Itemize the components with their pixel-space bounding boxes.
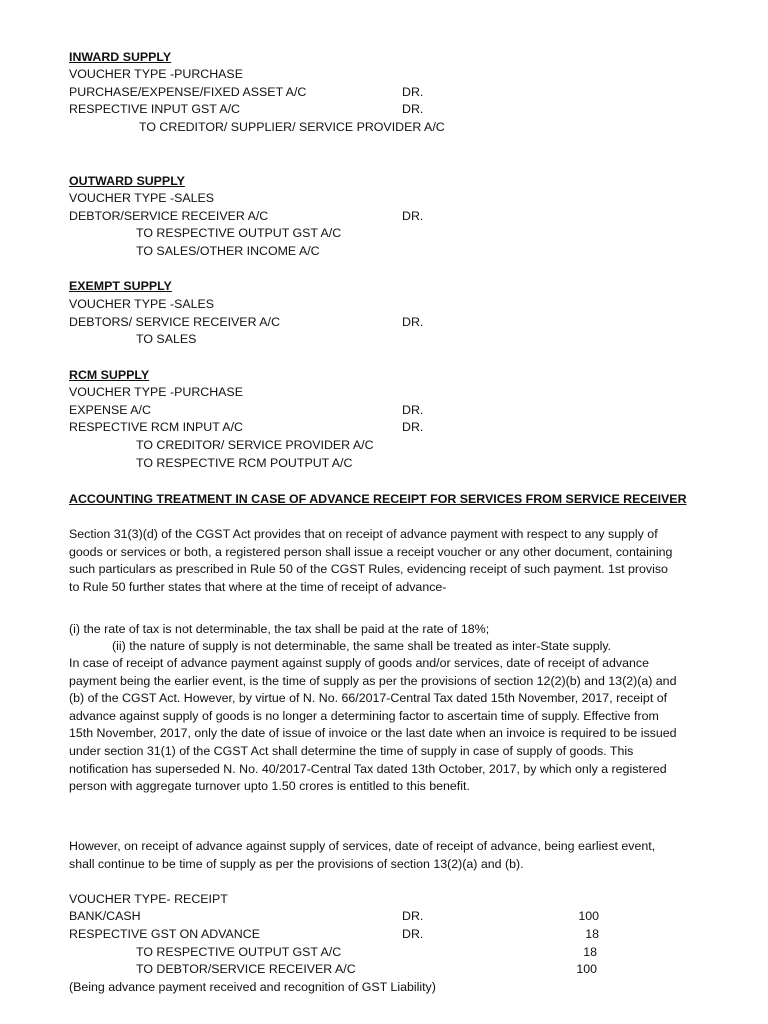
receipt-line4: TO DEBTOR/SERVICE RECEIVER A/C [136,962,356,976]
exempt-line1: DEBTORS/ SERVICE RECEIVER A/C [69,315,280,329]
receipt-line1-amount: 100 [578,909,599,923]
rcm-line2-dr: DR. [402,420,424,434]
inward-entry-row-1 [69,84,469,101]
outward-line3: TO SALES/OTHER INCOME A/C [136,244,320,258]
inward-line1: PURCHASE/EXPENSE/FIXED ASSET A/C [69,85,307,99]
receipt-entry-row-3 [136,944,597,961]
outward-line1: DEBTOR/SERVICE RECEIVER A/C [69,209,269,223]
rcm-line4: TO RESPECTIVE RCM POUTPUT A/C [136,456,353,470]
outward-line1-dr: DR. [402,209,424,223]
receipt-line1-dr: DR. [402,909,424,923]
inward-line1-dr: DR. [402,85,424,99]
receipt-line2-dr: DR. [402,927,424,941]
rcm-line1-dr: DR. [402,403,424,417]
rcm-line1: EXPENSE A/C [69,403,151,417]
inward-entry-row-2 [69,101,469,118]
receipt-voucher-type: VOUCHER TYPE- RECEIPT [69,892,228,906]
outward-voucher-type: VOUCHER TYPE -SALES [69,191,215,205]
receipt-line2-amount: 18 [585,927,599,941]
outward-line2: TO RESPECTIVE OUTPUT GST A/C [136,226,342,240]
rcm-voucher-type: VOUCHER TYPE -PURCHASE [69,385,243,399]
outward-heading: OUTWARD SUPPLY [69,174,185,188]
exempt-voucher-type: VOUCHER TYPE -SALES [69,297,215,311]
inward-voucher-type: VOUCHER TYPE -PURCHASE [69,67,243,81]
receipt-line2: RESPECTIVE GST ON ADVANCE [69,927,260,941]
inward-line3: TO CREDITOR/ SUPPLIER/ SERVICE PROVIDER A/C [139,120,445,134]
receipt-entry-row-4 [136,961,597,978]
exempt-heading: EXEMPT SUPPLY [69,279,172,293]
rcm-line3: TO CREDITOR/ SERVICE PROVIDER A/C [136,438,374,452]
receipt-line3: TO RESPECTIVE OUTPUT GST A/C [136,945,342,959]
outward-entry-row-1 [69,208,469,225]
rcm-line2: RESPECTIVE RCM INPUT A/C [69,420,243,434]
receipt-line3-amount: 18 [583,945,597,959]
advance-paragraph-2: In case of receipt of advance payment against supply of goods and/or services, date of receipt of advance payment being the earlier event, is the time of supply as per the provisions of section 12(2)(b) and 13(2)(a) and (b) of the CGST Act. However, by virtue of N. No. 66/2017-Central Tax dated 15th November, 2017, receipt of advance against supply of goods is no longer a determining factor to ascertain time of supply. Effective from 15th November, 2017, only the date of issue of invoice or the last date when an invoice is required to be issued under section 31(1) of the CGST Act shall determine the time of supply in case of supply of goods. This notification has superseded N. No. 40/2017-Central Tax dated 13th October, 2017, by which only a registered person with aggregate turnover upto 1.50 crores is entitled to this benefit. [69,656,677,794]
advance-heading: ACCOUNTING TREATMENT IN CASE OF ADVANCE RECEIPT FOR SERVICES FROM SERVICE RECEIVER [69,492,687,506]
inward-line2-dr: DR. [402,102,424,116]
rcm-entry-row-1 [69,402,469,419]
receipt-narration: (Being advance payment received and recognition of GST Liability) [69,980,436,994]
advance-item-1: (i) the rate of tax is not determinable, the tax shall be paid at the rate of 18%; [69,622,490,636]
advance-paragraph-1: Section 31(3)(d) of the CGST Act provides that on receipt of advance payment with respect to any supply of goods or services or both, a registered person shall issue a receipt voucher or any other document, containing such particulars as prescribed in Rule 50 of the CGST Rules, evidencing receipt of such payment. 1st proviso to Rule 50 further states that where at the time of receipt of advance- [69,527,673,594]
rcm-heading: RCM SUPPLY [69,368,150,382]
rcm-entry-row-2 [69,419,469,436]
exempt-line1-dr: DR. [402,315,424,329]
receipt-line4-amount: 100 [576,962,597,976]
advance-paragraph-3: However, on receipt of advance against supply of services, date of receipt of advance, being earliest event, shall continue to be time of supply as per the provisions of section 13(2)(a) and (b). [69,839,656,871]
receipt-line1: BANK/CASH [69,909,141,923]
receipt-entry-row-2 [69,926,599,943]
exempt-entry-row-1 [69,314,469,331]
receipt-entry-row-1 [69,908,599,925]
advance-item-2: (ii) the nature of supply is not determinable, the same shall be treated as inter-State supply. [112,639,612,653]
exempt-line2: TO SALES [136,332,197,346]
inward-heading: INWARD SUPPLY [69,50,172,64]
inward-line2: RESPECTIVE INPUT GST A/C [69,102,240,116]
